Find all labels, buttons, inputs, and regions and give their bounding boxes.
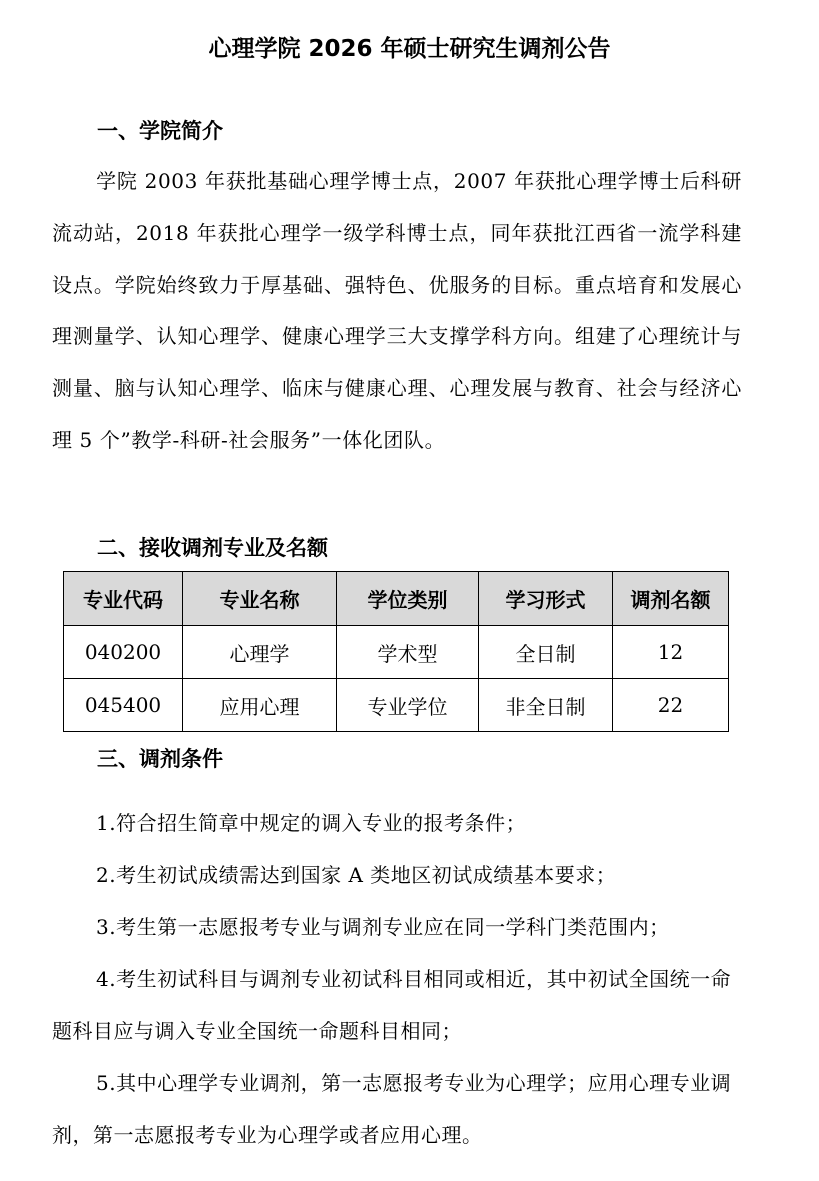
condition-text: 5.其中心理学专业调剂，第一志愿报考专业为心理学；应用心理专业调剂，第一志愿报考专业为心理学或者应用心理。 — [52, 1071, 732, 1147]
condition-text: 1.符合招生简章中规定的调入专业的报考条件； — [96, 811, 527, 835]
intro-text: 学院 2003 年获批基础心理学博士点，2007 年获批心理学博士后科研流动站，2018 年获批心理学一级学科博士点，同年获批江西省一流学科建设点。学院始终致力于厚基础、强特色、优服务的目标。重点培育和发展心理测量学、认知心理学、健康心理学三大支撑学科方向。组建了心理统计与测量、脑与认知心理学、临床与健康心理、心理发展与教育、社会与经济心理 5 个”教学-科研-社会服务”一体化团队。 — [52, 169, 742, 452]
condition-text: 2.考生初试成绩需达到国家 A 类地区初试成绩基本要求； — [96, 863, 617, 887]
column-header-degree: 学位类别 — [337, 572, 479, 626]
cell-degree: 学术型 — [337, 626, 479, 679]
column-header-mode: 学习形式 — [479, 572, 613, 626]
condition-item — [52, 901, 744, 953]
condition-item — [52, 1057, 744, 1161]
condition-item — [52, 953, 744, 1057]
cell-degree: 专业学位 — [337, 679, 479, 732]
cell-code: 045400 — [64, 679, 183, 732]
table-row — [64, 679, 729, 732]
quota-table — [63, 571, 729, 732]
cell-quota: 12 — [613, 626, 729, 679]
section-heading-majors: 二、接收调剂专业及名额 — [97, 536, 328, 560]
table-header-row — [64, 572, 729, 626]
condition-item — [52, 797, 744, 849]
page-title: 心理学院 2026 年硕士研究生调剂公告 — [208, 36, 611, 62]
cell-mode: 全日制 — [479, 626, 613, 679]
column-header-code: 专业代码 — [64, 572, 183, 626]
condition-item — [52, 849, 744, 901]
intro-paragraph — [52, 156, 742, 467]
condition-text: 4.考生初试科目与调剂专业初试科目相同或相近，其中初试全国统一命题科目应与调入专业全国统一命题科目相同； — [52, 967, 732, 1043]
cell-name: 心理学 — [183, 626, 337, 679]
column-header-name: 专业名称 — [183, 572, 337, 626]
condition-text: 3.考生第一志愿报考专业与调剂专业应在同一学科门类范围内； — [96, 915, 670, 939]
section-heading-conditions: 三、调剂条件 — [97, 747, 223, 771]
cell-code: 040200 — [64, 626, 183, 679]
column-header-quota: 调剂名额 — [613, 572, 729, 626]
cell-quota: 22 — [613, 679, 729, 732]
section-heading-intro: 一、学院简介 — [97, 119, 223, 143]
table-row — [64, 626, 729, 679]
cell-mode: 非全日制 — [479, 679, 613, 732]
cell-name: 应用心理 — [183, 679, 337, 732]
